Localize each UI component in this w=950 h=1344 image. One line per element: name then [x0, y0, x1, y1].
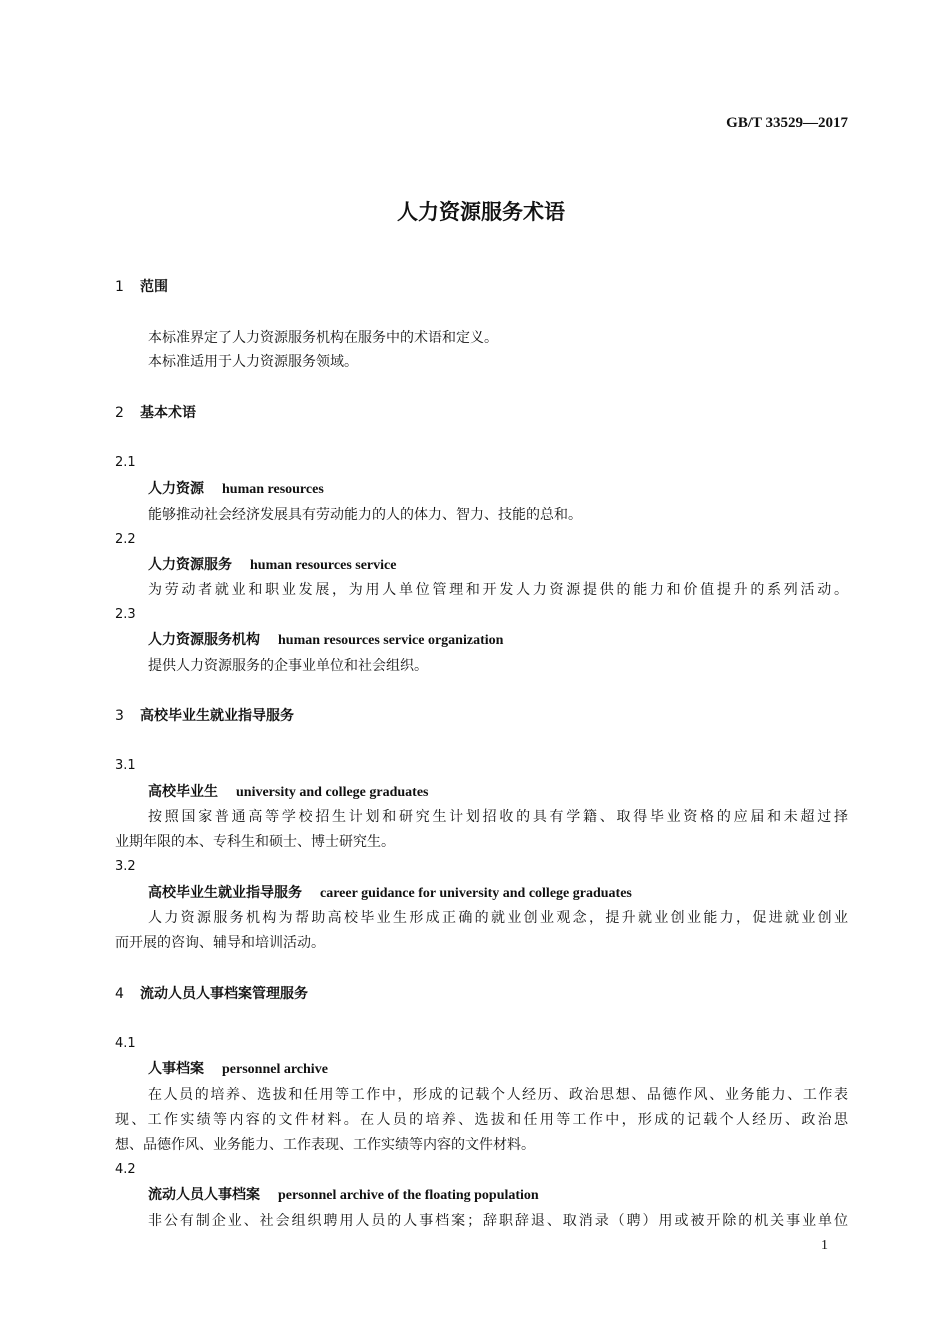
section-heading: 1 范围	[115, 279, 168, 295]
term-title: 流动人员人事档案 personnel archive of the floating population	[148, 1187, 539, 1203]
term-number: 2.3	[115, 607, 136, 622]
term-title: 人事档案 personnel archive	[148, 1061, 328, 1077]
term-title: 高校毕业生就业指导服务 career guidance for university and college graduates	[148, 885, 632, 901]
term-number: 2.2	[115, 532, 136, 547]
term-definition: 现、工作实绩等内容的文件材料。在人员的培养、选拔和任用等工作中，形成的记载个人经历、政治思	[115, 1112, 848, 1128]
term-definition: 而开展的咨询、辅导和培训活动。	[115, 935, 325, 951]
term-title: 人力资源服务 human resources service	[148, 557, 397, 573]
term-definition: 业期年限的本、专科生和硕士、博士研究生。	[115, 834, 395, 850]
term-number: 3.2	[115, 859, 136, 874]
term-definition: 非公有制企业、社会组织聘用人员的人事档案；辞职辞退、取消录（聘）用或被开除的机关事业单位	[148, 1213, 848, 1229]
term-definition: 提供人力资源服务的企事业单位和社会组织。	[148, 658, 428, 674]
term-definition: 在人员的培养、选拔和任用等工作中，形成的记载个人经历、政治思想、品德作风、业务能力、工作表	[148, 1087, 848, 1103]
section-heading: 2 基本术语	[115, 405, 196, 421]
term-definition: 想、品德作风、业务能力、工作表现、工作实绩等内容的文件材料。	[115, 1137, 535, 1153]
term-number: 2.1	[115, 455, 136, 470]
term-number: 4.1	[115, 1036, 136, 1051]
term-number: 4.2	[115, 1162, 136, 1177]
paragraph: 本标准界定了人力资源服务机构在服务中的术语和定义。	[148, 330, 498, 346]
term-title: 高校毕业生 university and college graduates	[148, 784, 429, 800]
standard-code: GB/T 33529—2017	[726, 115, 848, 131]
term-definition: 能够推动社会经济发展具有劳动能力的人的体力、智力、技能的总和。	[148, 507, 582, 523]
term-title: 人力资源 human resources	[148, 481, 324, 497]
section-heading: 4 流动人员人事档案管理服务	[115, 986, 308, 1002]
term-definition: 为劳动者就业和职业发展，为用人单位管理和开发人力资源提供的能力和价值提升的系列活动。	[148, 582, 848, 598]
term-number: 3.1	[115, 758, 136, 773]
term-definition: 人力资源服务机构为帮助高校毕业生形成正确的就业创业观念，提升就业创业能力，促进就业创业	[148, 910, 848, 926]
term-title: 人力资源服务机构 human resources service organization	[148, 632, 504, 648]
section-heading: 3 高校毕业生就业指导服务	[115, 708, 294, 724]
document-title: 人力资源服务术语	[397, 200, 565, 224]
page-number: 1	[821, 1238, 828, 1253]
term-definition: 按照国家普通高等学校招生计划和研究生计划招收的具有学籍、取得毕业资格的应届和未超过择	[148, 809, 848, 825]
paragraph: 本标准适用于人力资源服务领域。	[148, 354, 358, 370]
